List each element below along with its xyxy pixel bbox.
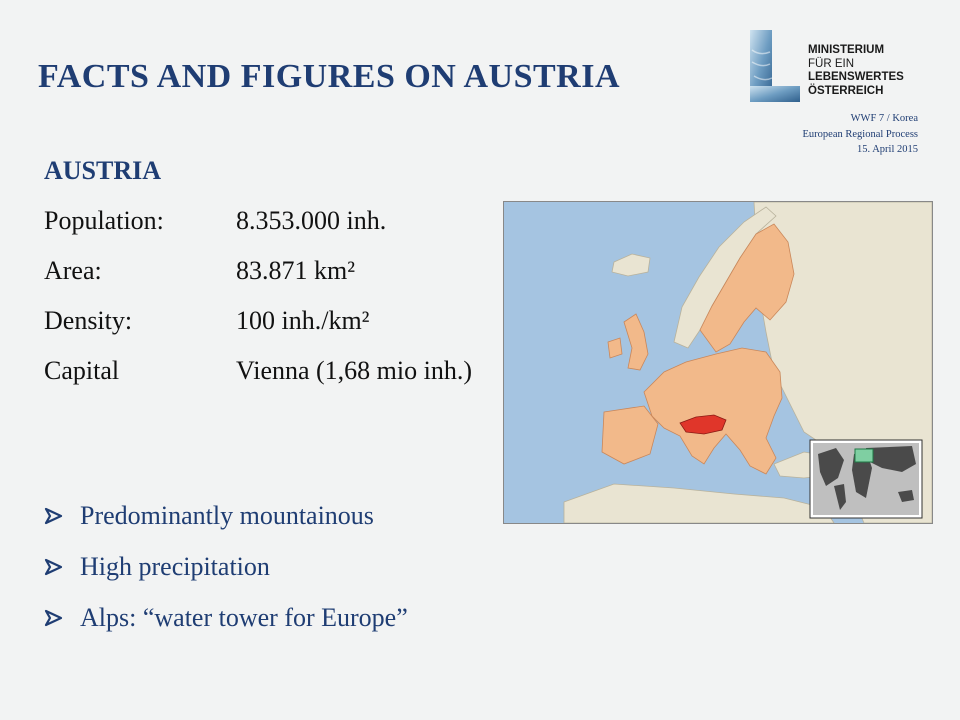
- arrow-bullet-icon: [44, 608, 64, 628]
- fact-label: Density:: [44, 306, 133, 335]
- fact-value: 83.871 km²: [236, 256, 356, 285]
- logo-line-1: MINISTERIUM: [808, 44, 885, 56]
- event-process: European Regional Process: [802, 128, 918, 140]
- fact-row-area: [44, 256, 484, 286]
- logo-line-3: LEBENSWERTES: [808, 71, 904, 83]
- arrow-bullet-icon: [44, 506, 64, 526]
- event-name: WWF 7 / Korea: [850, 113, 918, 124]
- event-info: [803, 111, 918, 158]
- logo-wordmark: [808, 44, 904, 98]
- slide-title: FACTS AND FIGURES ON AUSTRIA: [38, 58, 621, 95]
- fact-row-density: [44, 306, 484, 336]
- fact-label: Area:: [44, 256, 102, 285]
- logo-water-bar-icon: [750, 30, 800, 102]
- facts-heading: AUSTRIA: [44, 156, 162, 185]
- ministry-logo: [750, 30, 930, 102]
- fact-value: 100 inh./km²: [236, 306, 370, 335]
- event-date: 15. April 2015: [857, 144, 918, 155]
- europe-locator-map: [503, 201, 933, 524]
- bullet-item: [44, 602, 408, 634]
- bullet-item: [44, 551, 408, 583]
- fact-label: Population:: [44, 206, 164, 235]
- facts-block: [44, 156, 484, 406]
- fact-row-capital: [44, 356, 484, 386]
- fact-value: 8.353.000 inh.: [236, 206, 387, 235]
- bullet-text: High precipitation: [80, 552, 270, 581]
- logo-line-2: FÜR EIN: [808, 57, 854, 70]
- fact-row-population: [44, 206, 484, 236]
- bullet-text: Alps: “water tower for Europe”: [80, 603, 408, 632]
- bullet-list: [44, 500, 408, 653]
- logo-line-4: ÖSTERREICH: [808, 84, 884, 97]
- europe-map-graphic: [504, 202, 932, 523]
- bullet-item: [44, 500, 408, 532]
- fact-value: Vienna (1,68 mio inh.): [236, 356, 473, 385]
- bullet-text: Predominantly mountainous: [80, 501, 374, 530]
- fact-label: Capital: [44, 356, 120, 385]
- ireland: [608, 338, 622, 358]
- world-inset: [810, 440, 922, 518]
- arrow-bullet-icon: [44, 557, 64, 577]
